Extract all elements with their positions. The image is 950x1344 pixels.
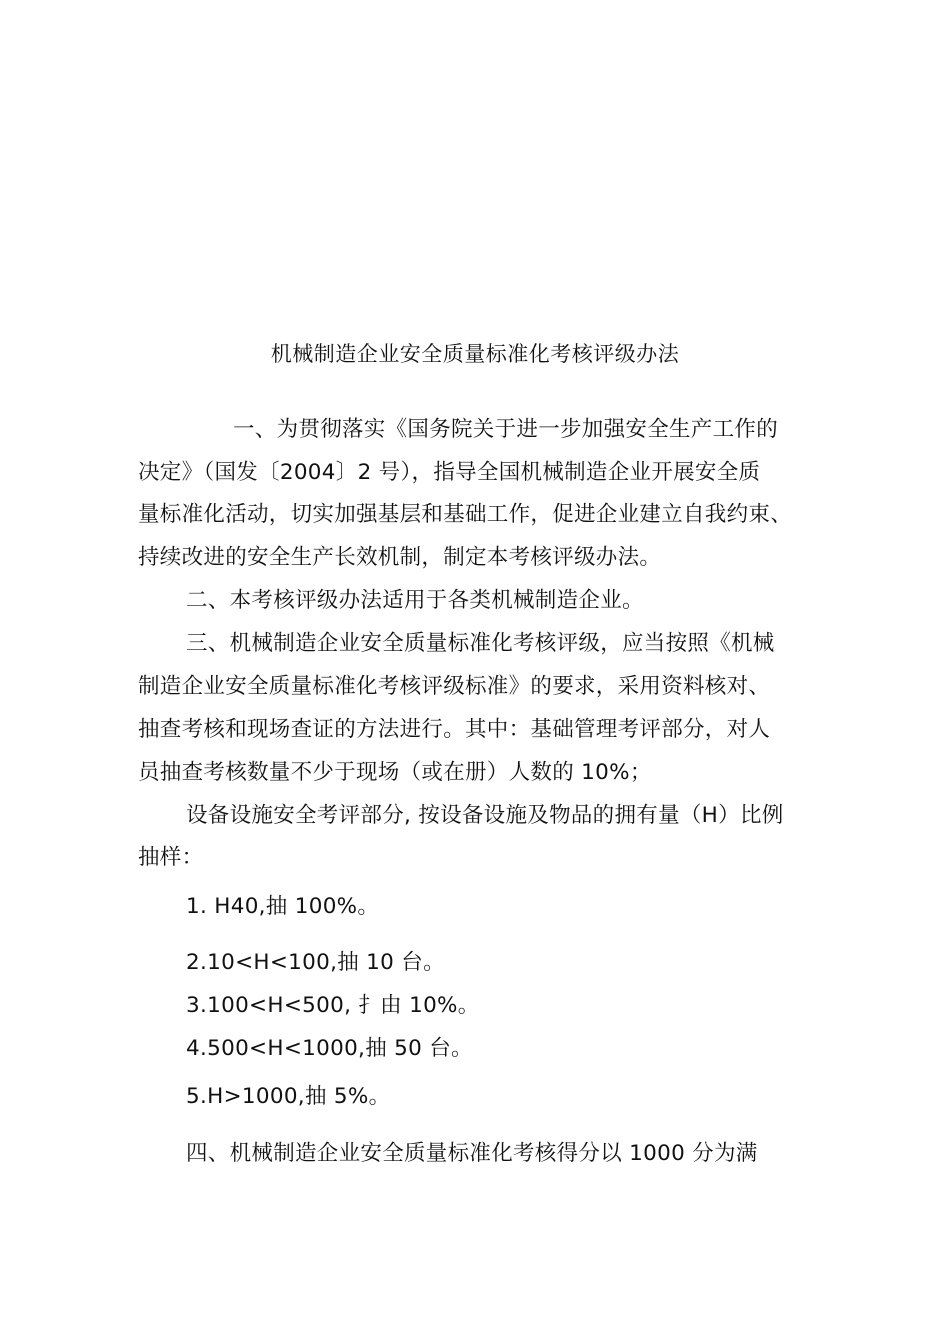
sampling-rule-5: 5.H>1000,抽 5%。	[186, 1084, 391, 1109]
paragraph-4-line-2: 抽样：	[138, 845, 204, 870]
sampling-rule-2: 2.10<H<100,抽 10 台。	[186, 950, 445, 975]
paragraph-1-line-4: 持续改进的安全生产长效机制，制定本考核评级办法。	[138, 545, 662, 570]
paragraph-3-line-1: 三、机械制造企业安全质量标准化考核评级，应当按照《机械	[186, 631, 775, 656]
document-title: 机械制造企业安全质量标准化考核评级办法	[270, 342, 680, 366]
paragraph-1-line-2: 决定》（国发〔2004〕2 号），指导全国机械制造企业开展安全质	[138, 460, 761, 485]
paragraph-1-line-3: 量标准化活动，切实加强基层和基础工作，促进企业建立自我约束、	[138, 502, 793, 527]
paragraph-4-line-1: 设备设施安全考评部分, 按设备设施及物品的拥有量（H）比例	[186, 803, 784, 828]
paragraph-2-line-1: 二、本考核评级办法适用于各类机械制造企业。	[186, 588, 644, 613]
paragraph-5-line-1: 四、机械制造企业安全质量标准化考核得分以 1000 分为满	[186, 1141, 758, 1166]
sampling-rule-3: 3.100<H<500, 扌由 10%。	[186, 993, 480, 1018]
paragraph-3-line-3: 抽查考核和现场查证的方法进行。其中：基础管理考评部分，对人	[138, 717, 771, 742]
paragraph-3-line-4: 员抽查考核数量不少于现场（或在册）人数的 10%；	[138, 760, 652, 785]
paragraph-1-line-1: 一、为贯彻落实《国务院关于进一步加强安全生产工作的	[233, 417, 779, 442]
sampling-rule-4: 4.500<H<1000,抽 50 台。	[186, 1036, 473, 1061]
sampling-rule-1: 1. H40,抽 100%。	[186, 894, 380, 919]
paragraph-3-line-2: 制造企业安全质量标准化考核评级标准》的要求，采用资料核对、	[138, 674, 771, 699]
